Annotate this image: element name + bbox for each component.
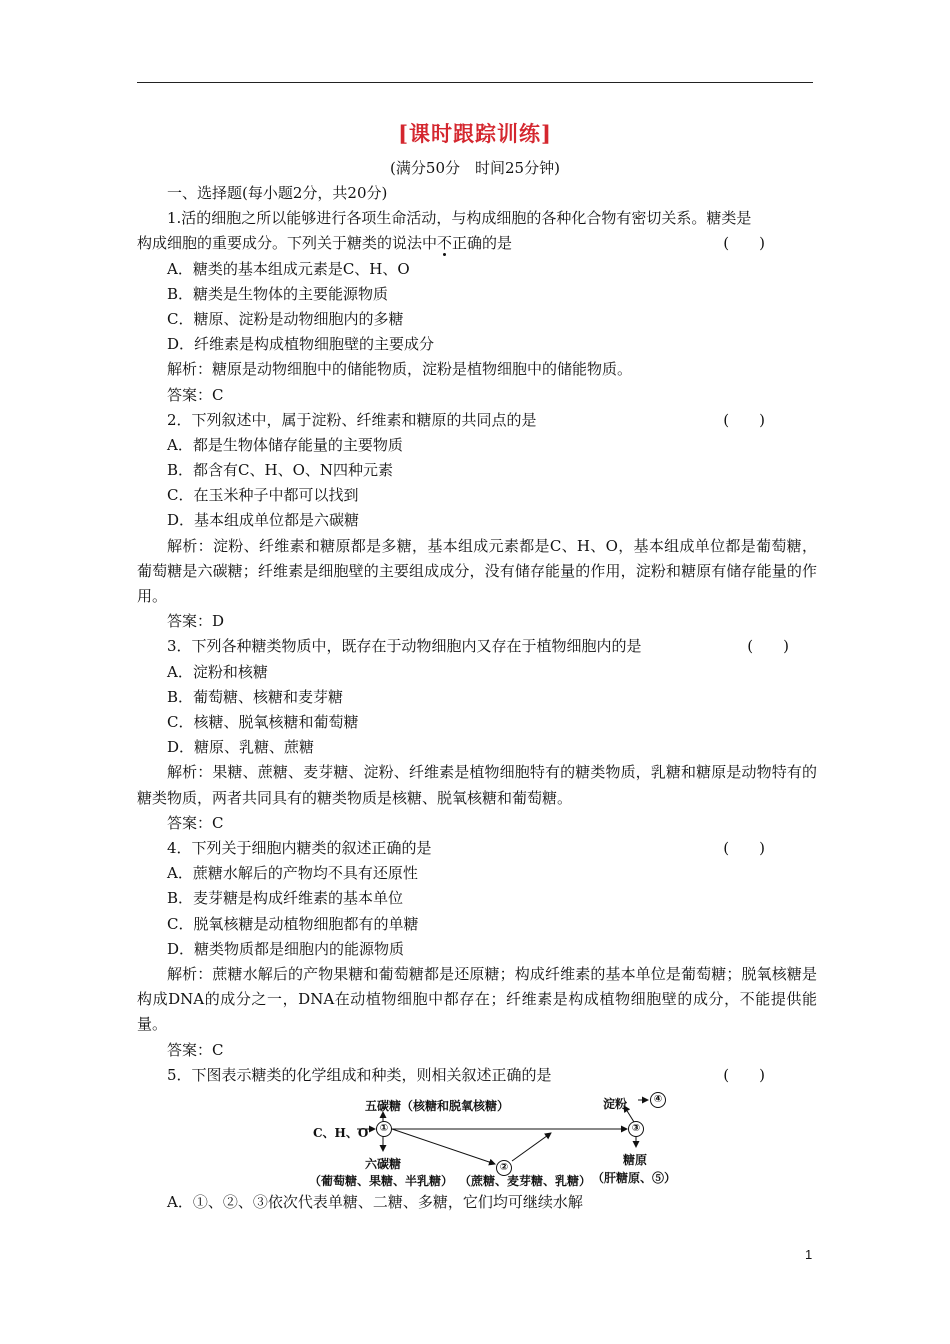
- analysis: 解析：果糖、蔗糖、麦芽糖、淀粉、纤维素是植物细胞特有的糖类物质，乳糖和糖原是动物特有的糖类物质，两者共同具有的糖类物质是核糖、脱氧核糖和葡萄糖。: [137, 763, 817, 807]
- arrow-2-to-upper: [512, 1133, 551, 1161]
- option-d: D．糖类物质都是细胞内的能源物质: [167, 939, 405, 958]
- option-c: C．在玉米种子中都可以找到: [167, 486, 359, 505]
- answer-blank: ( ): [723, 234, 765, 253]
- option-b: B．糖类是生物体的主要能源物质: [167, 284, 389, 303]
- question-1: [137, 206, 817, 408]
- option-b: B．都含有C、H、O、N四种元素: [167, 461, 394, 480]
- option-a: A．蔗糖水解后的产物均不具有还原性: [167, 864, 418, 883]
- option-b: B．麦芽糖是构成纤维素的基本单位: [167, 889, 404, 908]
- answer-blank: ( ): [723, 1065, 765, 1084]
- question-5: [137, 1063, 817, 1215]
- question-4: [137, 836, 817, 1063]
- hexose-examples: （葡萄糖、果糖、半乳糖）: [309, 1173, 454, 1188]
- analysis: 解析：蔗糖水解后的产物果糖和葡萄糖都是还原糖；构成纤维素的基本单位是葡萄糖；脱氧核糖是构成DNA的成分之一，DNA在动植物细胞中都存在；纤维素是构成植物细胞壁的成分，不能提供能量。: [137, 964, 817, 1034]
- question-stem: 3．下列各种糖类物质中，既存在于动物细胞内又存在于植物细胞内的是: [167, 637, 642, 656]
- node-4: ④: [650, 1092, 666, 1108]
- option-d: D．糖原、乳糖、蔗糖: [167, 738, 315, 757]
- option-a: A．①、②、③依次代表单糖、二糖、多糖，它们均可继续水解: [167, 1192, 583, 1211]
- glycogen-label: 糖原: [623, 1152, 648, 1167]
- question-stem: 4．下列关于细胞内糖类的叙述正确的是: [167, 838, 432, 857]
- answer-blank: ( ): [747, 637, 789, 656]
- header-rule: [137, 82, 813, 83]
- option-c: C．核糖、脱氧核糖和葡萄糖: [167, 712, 359, 731]
- question-stem-line: [137, 231, 817, 256]
- page-subtitle: (满分50分 时间25分钟): [390, 159, 560, 177]
- glycogen-types: （肝糖原、⑤）: [592, 1170, 677, 1185]
- option-a: A．淀粉和核糖: [167, 662, 268, 681]
- page-title: [课时跟踪训练]: [398, 121, 552, 146]
- chon-label: C、H、O: [313, 1125, 369, 1140]
- option-c: C．糖原、淀粉是动物细胞内的多糖: [167, 309, 404, 328]
- pentose-label: 五碳糖（核糖和脱氧核糖）: [365, 1098, 510, 1113]
- answer: 答案：C: [167, 813, 224, 832]
- answer: 答案：D: [167, 612, 225, 631]
- arrow-1-to-2: [392, 1129, 495, 1164]
- question-stem-line: [137, 836, 817, 861]
- question-stem: 1.活的细胞之所以能够进行各项生命活动，与构成细胞的各种化合物有密切关系。糖类是: [167, 209, 752, 228]
- option-d: D．基本组成单位都是六碳糖: [167, 511, 360, 530]
- option-a: A．糖类的基本组成元素是C、H、O: [167, 259, 410, 278]
- question-stem: 2．下列叙述中，属于淀粉、纤维素和糖原的共同点的是: [167, 410, 537, 429]
- document-body: [137, 181, 817, 1215]
- section-heading: 一、选择题(每小题2分，共20分): [167, 184, 388, 202]
- question-stem: 构成细胞的重要成分。下列关于糖类的说法中不正确的是: [137, 234, 513, 253]
- option-b: B．葡萄糖、核糖和麦芽糖: [167, 687, 344, 706]
- question-stem-line: [137, 634, 817, 659]
- option-d: D．纤维素是构成植物细胞壁的主要成分: [167, 335, 435, 354]
- hexose-label: 六碳糖: [365, 1156, 402, 1171]
- node-2: ②: [496, 1160, 512, 1176]
- analysis: 解析：糖原是动物细胞中的储能物质，淀粉是植物细胞中的储能物质。: [167, 360, 633, 379]
- answer: 答案：C: [167, 1040, 224, 1059]
- node-3: ③: [628, 1121, 644, 1137]
- analysis: 解析：淀粉、纤维素和糖原都是多糖，基本组成元素都是C、H、O，基本组成单位都是葡萄糖，葡萄糖是六碳糖；纤维素是细胞壁的主要组成成分，没有储存能量的作用，淀粉和糖原有储存能量的作用。: [137, 536, 817, 606]
- disaccharides-label: （蔗糖、麦芽糖、乳糖）: [459, 1173, 592, 1188]
- option-a: A．都是生物体储存能量的主要物质: [167, 435, 403, 454]
- page-number: 1: [805, 1247, 813, 1262]
- question-stem: 5．下图表示糖类的化学组成和种类，则相关叙述正确的是: [167, 1065, 552, 1084]
- question-2: [137, 408, 817, 635]
- node-1: ①: [376, 1121, 392, 1137]
- sugar-classification-diagram: [137, 1090, 817, 1186]
- emphasis-mark: 不: [437, 234, 453, 253]
- answer: 答案：C: [167, 385, 224, 404]
- answer-blank: ( ): [723, 410, 765, 429]
- starch-label: 淀粉: [603, 1096, 628, 1111]
- answer-blank: ( ): [723, 838, 765, 857]
- question-stem-line: [137, 408, 817, 433]
- option-c: C．脱氧核糖是动植物细胞都有的单糖: [167, 914, 419, 933]
- question-stem-line: [137, 1063, 817, 1088]
- question-3: [137, 634, 817, 836]
